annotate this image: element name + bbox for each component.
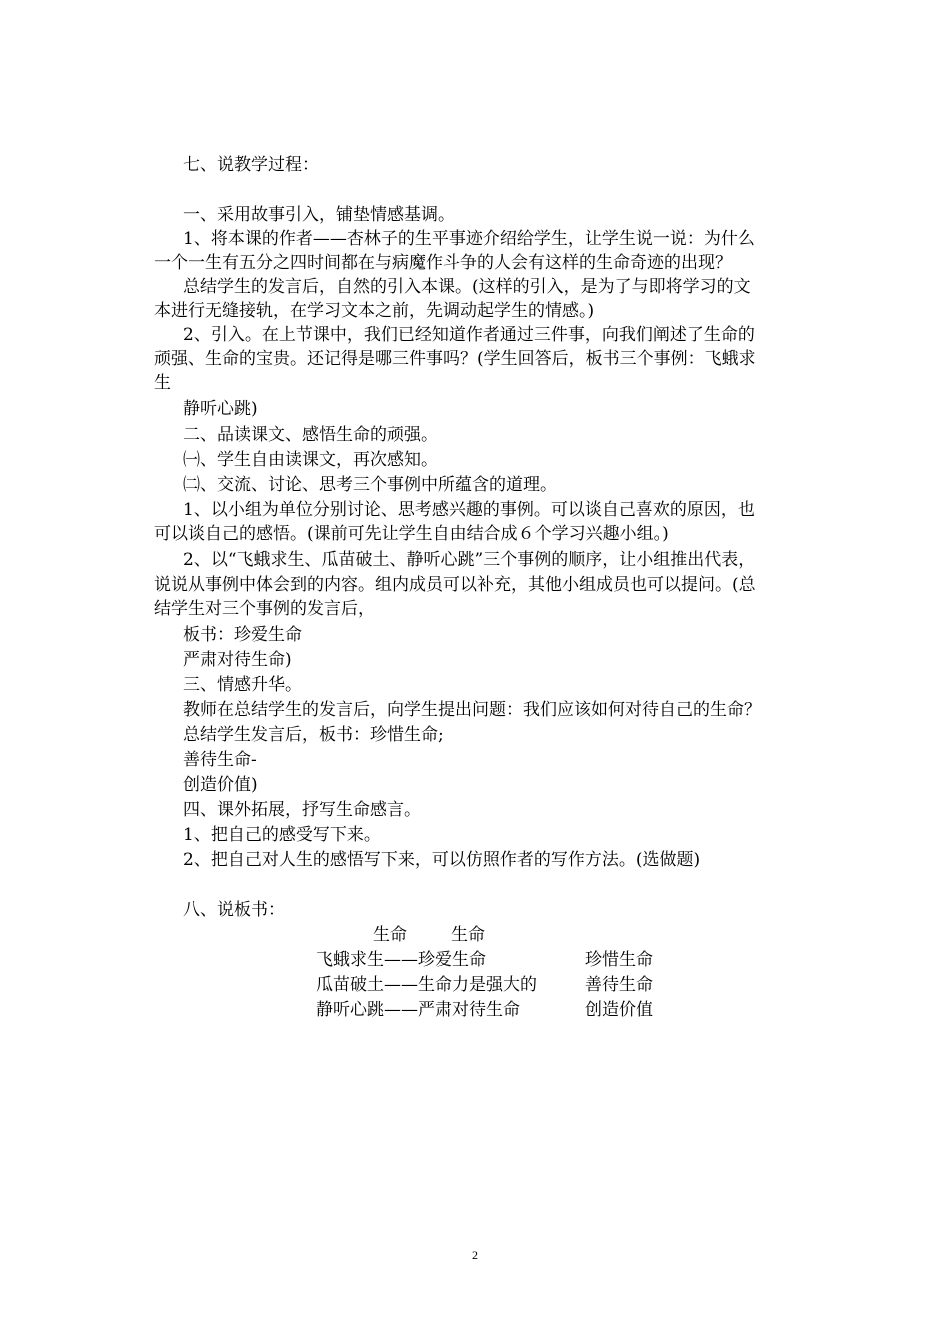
board-row-2-right: 善待生命	[585, 975, 653, 995]
part1-paragraph2-line1: 总结学生的发言后，自然的引入本课。(这样的引入，是为了与即将学习的文	[183, 277, 751, 297]
part1-paragraph1-line2: 一个一生有五分之四时间都在与病魔作斗争的人会有这样的生命奇迹的出现？	[154, 253, 732, 273]
board-row-1-right: 珍惜生命	[585, 950, 653, 970]
part2-paragraph2-line4: 板书：珍爱生命	[183, 625, 302, 645]
page-number: 2	[472, 1248, 478, 1262]
part2-subsection1: ㈠、学生自由读课文，再次感知。	[183, 450, 438, 470]
part2-paragraph2-line1: 2、以“飞蛾求生、瓜苗破土、静听心跳”三个事例的顺序，让小组推出代表，	[183, 550, 756, 570]
part4-line1: 1、把自己的感受写下来。	[183, 825, 381, 845]
board-header-1: 生命	[373, 925, 407, 945]
part4-line2: 2、把自己对人生的感悟写下来，可以仿照作者的写作方法。(选做题)	[183, 850, 701, 870]
part2-paragraph2-line3: 结学生对三个事例的发言后，	[154, 599, 375, 619]
board-header-2: 生命	[451, 925, 485, 945]
part1-paragraph2-line2: 本进行无缝接轨，在学习文本之前，先调动起学生的情感。)	[154, 301, 595, 321]
part1-paragraph1-line1: 1、将本课的作者——杏林子的生平事迹介绍给学生，让学生说一说：为什么	[183, 229, 755, 249]
board-row-3-right: 创造价值	[585, 1000, 653, 1020]
section7-heading: 七、说教学过程：	[183, 155, 319, 175]
board-row-2-left: 瓜苗破土——生命力是强大的	[316, 975, 537, 995]
board-row-1-left: 飞蛾求生——珍爱生命	[316, 950, 486, 970]
part2-paragraph2-line5: 严肃对待生命)	[183, 650, 292, 670]
part2-subsection2: ㈡、交流、讨论、思考三个事例中所蕴含的道理。	[183, 475, 557, 495]
section8-heading: 八、说板书：	[183, 900, 285, 920]
part3-title: 三、情感升华。	[183, 675, 302, 695]
board-row-3-left: 静听心跳——严肃对待生命	[316, 1000, 520, 1020]
part2-title: 二、品读课文、感悟生命的顽强。	[183, 425, 438, 445]
part2-paragraph1-line1: 1、以小组为单位分别讨论、思考感兴趣的事例。可以谈自己喜欢的原因，也	[183, 500, 755, 520]
part1-paragraph3-line3: 生	[154, 373, 171, 393]
part2-paragraph1-line2: 可以谈自己的感悟。(课前可先让学生自由结合成６个学习兴趣小组。)	[154, 524, 669, 544]
part3-line2: 总结学生发言后，板书：珍惜生命;	[183, 725, 444, 745]
part1-paragraph3-line4: 静听心跳)	[183, 399, 258, 419]
part3-line1: 教师在总结学生的发言后，向学生提出问题：我们应该如何对待自己的生命？	[183, 700, 761, 720]
part1-paragraph3-line2: 顽强、生命的宝贵。还记得是哪三件事吗？(学生回答后，板书三个事例：飞蛾求	[154, 349, 756, 369]
part2-paragraph2-line2: 说说从事例中体会到的内容。组内成员可以补充，其他小组成员也可以提问。(总	[154, 575, 756, 595]
part4-title: 四、课外拓展，抒写生命感言。	[183, 800, 421, 820]
part3-line4: 创造价值)	[183, 775, 258, 795]
part1-paragraph3-line1: 2、引入。在上节课中，我们已经知道作者通过三件事，向我们阐述了生命的	[183, 325, 755, 345]
part3-line3: 善待生命-	[183, 750, 257, 770]
part1-title: 一、采用故事引入，铺垫情感基调。	[183, 205, 455, 225]
